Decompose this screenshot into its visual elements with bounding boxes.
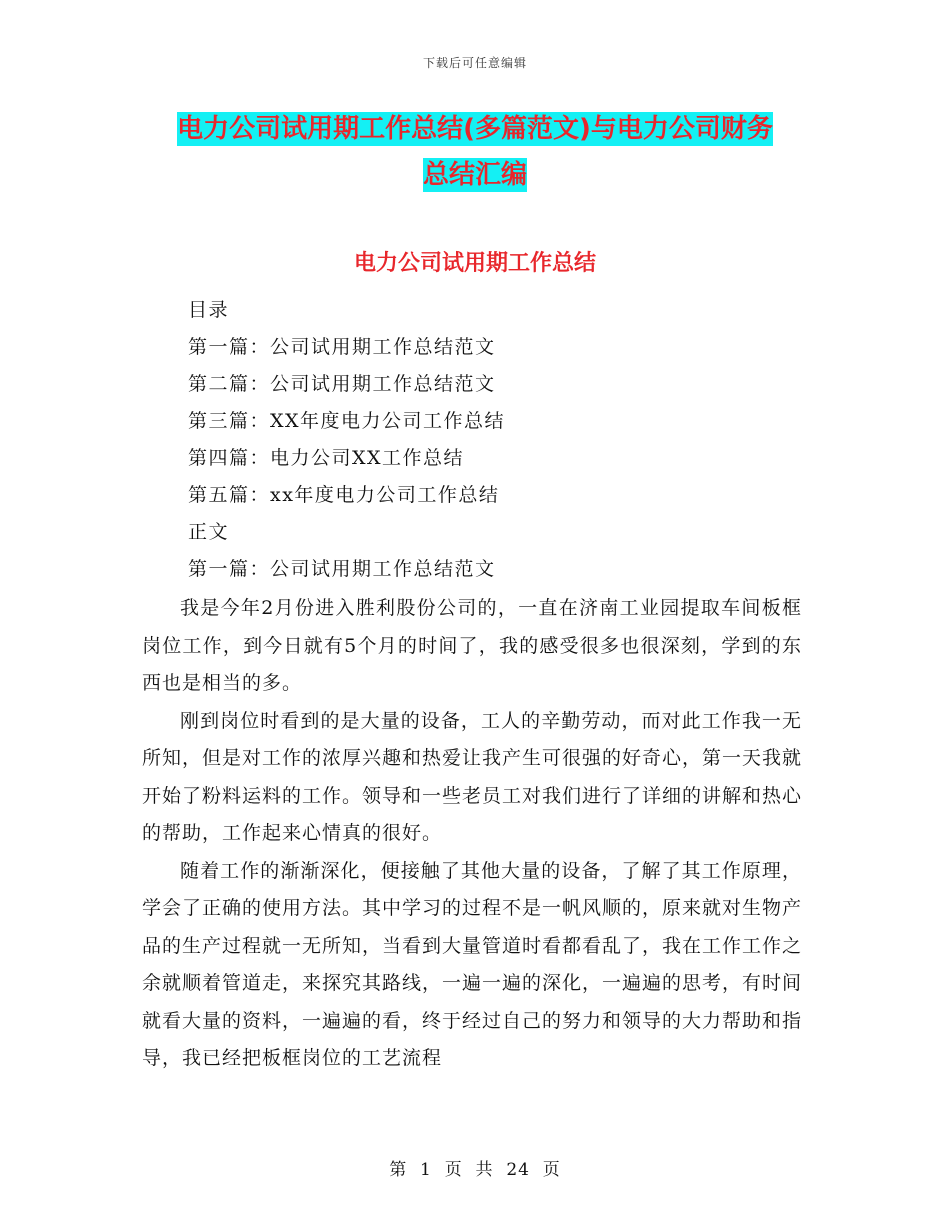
footer-total-unit: 页 (542, 1160, 561, 1180)
footer-page-label: 第 (389, 1160, 408, 1180)
footer-page-number: 1 (420, 1160, 432, 1180)
toc-item: 第三篇：XX年度电力公司工作总结 (188, 410, 506, 432)
body-label: 正文 (188, 521, 230, 543)
toc-item: 第一篇：公司试用期工作总结范文 (188, 336, 496, 358)
page-footer (0, 1155, 950, 1180)
document-title-line2: 总结汇编 (422, 160, 527, 190)
paragraph: 随着工作的渐渐深化，便接触了其他大量的设备，了解了其工作原理，学会了正确的使用方法。其中学习的过程不是一帆风顺的，原来就对生物产品的生产过程就一无所知，当看到大量管道时看都看乱了，我在工作工作之余就顺着管道走，来探究其路线，一遍一遍的深化，一遍遍的思考，有时间就看大量的资料，一遍遍的看，终于经过自己的努力和领导的大力帮助和指导，我已经把板框岗位的工艺流程 (142, 859, 803, 1069)
paragraph: 我是今年2月份进入胜利股份公司的，一直在济南工业园提取车间板框岗位工作，到今日就有5个月的时间了，我的感受很多也很深刻，学到的东西也是相当的多。 (142, 597, 802, 694)
document-title (140, 106, 810, 198)
footer-total-label: 共 (475, 1160, 494, 1180)
footer-page-unit: 页 (444, 1160, 463, 1180)
document-title-line1: 电力公司试用期工作总结(多篇范文)与电力公司财务 (177, 114, 773, 144)
table-of-contents (188, 292, 828, 588)
toc-item: 第二篇：公司试用期工作总结范文 (188, 373, 496, 395)
toc-item: 第四篇：电力公司XX工作总结 (188, 447, 465, 469)
paragraph: 刚到岗位时看到的是大量的设备，工人的辛勤劳动，而对此工作我一无所知，但是对工作的浓厚兴趣和热爱让我产生可很强的好奇心，第一天我就开始了粉料运料的工作。领导和一些老员工对我们进行了详细的讲解和热心的帮助，工作起来心情真的很好。 (142, 709, 803, 844)
section-title: 电力公司试用期工作总结 (353, 251, 596, 276)
header-note: 下载后可任意编辑 (422, 56, 527, 70)
toc-heading: 目录 (188, 299, 230, 321)
footer-total-pages: 24 (506, 1160, 530, 1180)
chapter-heading: 第一篇：公司试用期工作总结范文 (188, 558, 496, 580)
body-text (142, 590, 802, 1078)
toc-item: 第五篇：xx年度电力公司工作总结 (188, 484, 500, 506)
